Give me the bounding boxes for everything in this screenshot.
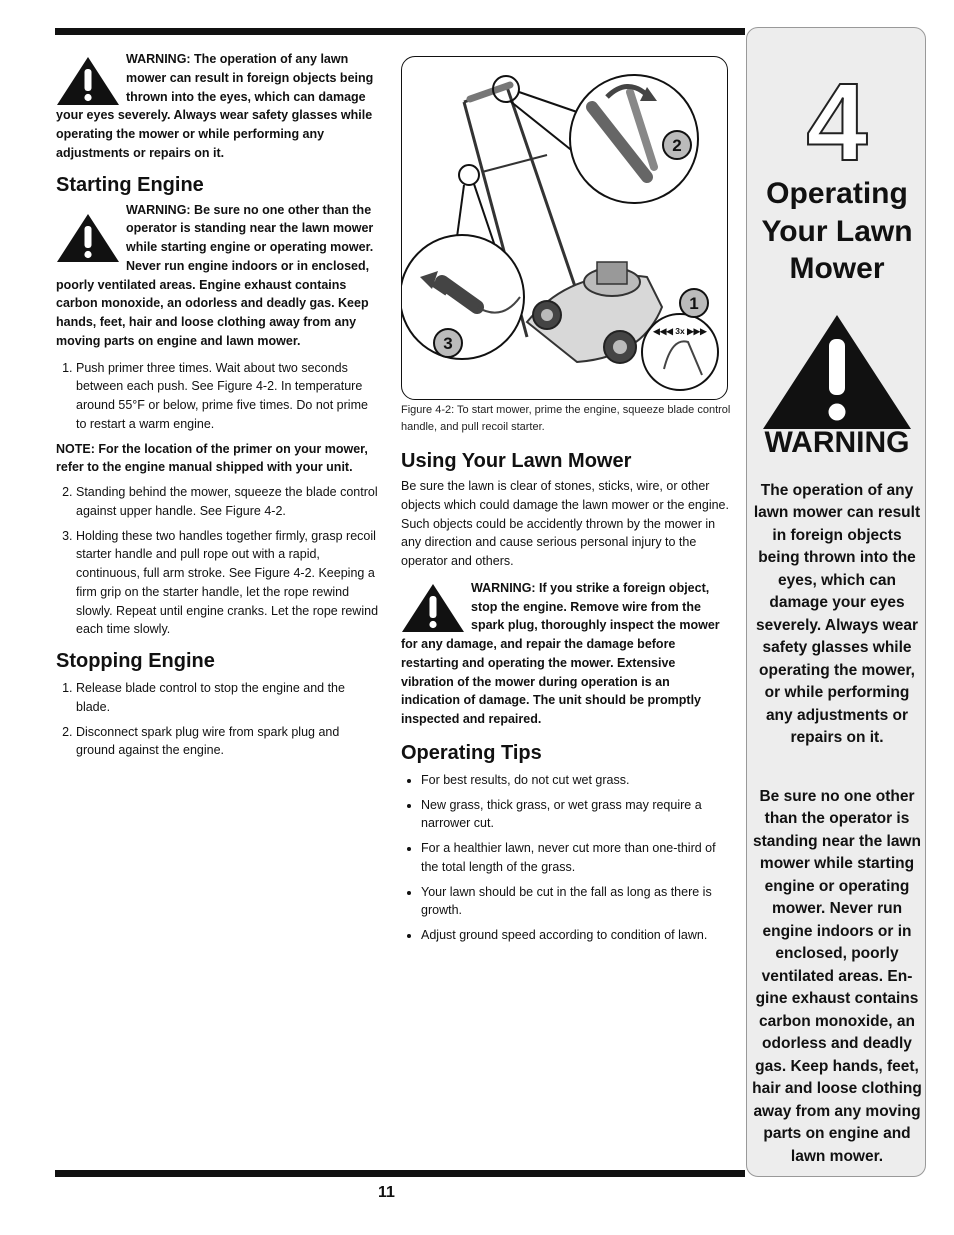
stopping-steps-list (56, 679, 381, 760)
chapter-sidebar (746, 27, 926, 1177)
list-item: • For best results, do not cut wet grass. (421, 771, 731, 790)
figure-caption: Figure 4-2: To start mower, prime the engine, squeeze blade control handle, and pull recoil starter. (401, 404, 731, 433)
operating-tips-heading: Operating Tips (401, 741, 542, 764)
top-rule (55, 28, 745, 35)
list-item: • New grass, thick grass, or wet grass may require a narrower cut. (421, 796, 731, 834)
warning-triangle-icon (56, 213, 120, 263)
starting-steps-list (56, 359, 381, 434)
warning-triangle-icon (56, 56, 120, 106)
warning-start-block (56, 201, 381, 351)
list-item: 2. Standing behind the mower, squeeze the blade control against upper handle. See Figure 4-2. (76, 483, 381, 521)
note-text: NOTE: For the location of the primer on your mower, refer to the engine manual shipped with your unit. (56, 441, 368, 475)
warning-eye-block (56, 50, 381, 163)
chapter-title: Operating Your Lawn Mower (761, 177, 913, 285)
list-item: 3. Holding these two handles together firmly, grasp recoil starter handle and pull rope out with a rapid, continuous, full arm stroke. See Figure 4-2. Keeping a firm grip on the starter handle, let the rope rewind slowly. Repeat until engine cranks. Let the rope rewind each time slowly. (76, 527, 381, 640)
middle-column (401, 390, 731, 951)
callout-3: 3 (443, 334, 453, 353)
warning-label: WARNING (764, 426, 910, 459)
bottom-rule (55, 1170, 745, 1177)
figure-4-2 (401, 56, 728, 400)
warning-triangle-icon (761, 313, 913, 431)
list-item: 1. Push primer three times. Wait about two seconds between each push. See Figure 4-2. In temperature around 55°F or below, prime five times. Do not prime to restart a warm engine. (76, 359, 381, 434)
list-item: • Your lawn should be cut in the fall as long as there is growth. (421, 883, 731, 921)
list-item: 2. Disconnect spark plug wire from spark plug and ground against the engine. (76, 723, 381, 761)
warning-start-text: WARNING: Be sure no one other than the operator is standing near the lawn mower while starting engine or operating mower. Never run engine indoors or in enclosed, poorly ventilated areas. Engine exhaust contains carbon monoxide, an odorless and deadly gas. Keep hands, feet, hair and loose clothing away from any moving parts on engine and lawn mower. (56, 202, 374, 348)
callout-1: 1 (689, 294, 699, 313)
starting-steps-list-continued (56, 483, 381, 639)
stopping-engine-heading: Stopping Engine (56, 650, 215, 672)
prime-count-label: ◀◀◀ 3x ▶▶▶ (653, 326, 707, 336)
using-mower-text: Be sure the lawn is clear of stones, sticks, wire, or other objects which could damage the lawn mower or the engine. Such objects could be accidently thrown by the mower in any direction and cause serious personal injury to the operator and others. (401, 479, 729, 568)
warning-strike-block (401, 579, 731, 729)
list-item: • For a healthier lawn, never cut more than one-third of the total length of the grass. (421, 839, 731, 877)
warning-strike-text: WARNING: If you strike a foreign object, stop the engine. Remove wire from the spark plug, thoroughly inspect the mower for any damage, and repair the damage before restarting and operating the mower. Extensive vibration of the mower during operation is an indication of damage. The unit should be promptly inspected and repaired. (401, 580, 720, 726)
list-item: 1. Release blade control to stop the engine and the blade. (76, 679, 381, 717)
starting-engine-heading: Starting Engine (56, 173, 204, 196)
sidebar-warning-eye: The operation of any lawn mower can result in foreign objects being thrown into the eyes, which can damage your eyes severely. Always wear safety glasses while operating the mower, or while performing any adjustments or repairs on it. (753, 482, 921, 747)
warning-eye-text: WARNING: The operation of any lawn mower can result in foreign objects being thrown into the eyes, which can damage your eyes severely. Always wear safety glasses while operating the mower or while performing any adjustments or repairs on it. (56, 52, 374, 160)
warning-triangle-icon (401, 583, 465, 633)
chapter-number: 4 (806, 61, 868, 184)
left-column (56, 50, 381, 766)
callout-2: 2 (672, 136, 682, 155)
lawn-mower-illustration (402, 57, 728, 400)
page-number: 11 (378, 1184, 395, 1201)
list-item: • Adjust ground speed according to condition of lawn. (421, 926, 731, 945)
sidebar-warning-start: Be sure no one other than the operator is standing near the lawn mower while starting engine or operating mower. Never run engine indoors or in enclosed, poorly ventilated areas. En-gine exhaust contains carbon monoxide, an odorless and deadly gas. Keep hands, feet, hair and loose clothing away from any moving parts on engine and lawn mower. (752, 788, 922, 1165)
operating-tips-list (401, 771, 731, 945)
using-mower-heading: Using Your Lawn Mower (401, 450, 632, 472)
